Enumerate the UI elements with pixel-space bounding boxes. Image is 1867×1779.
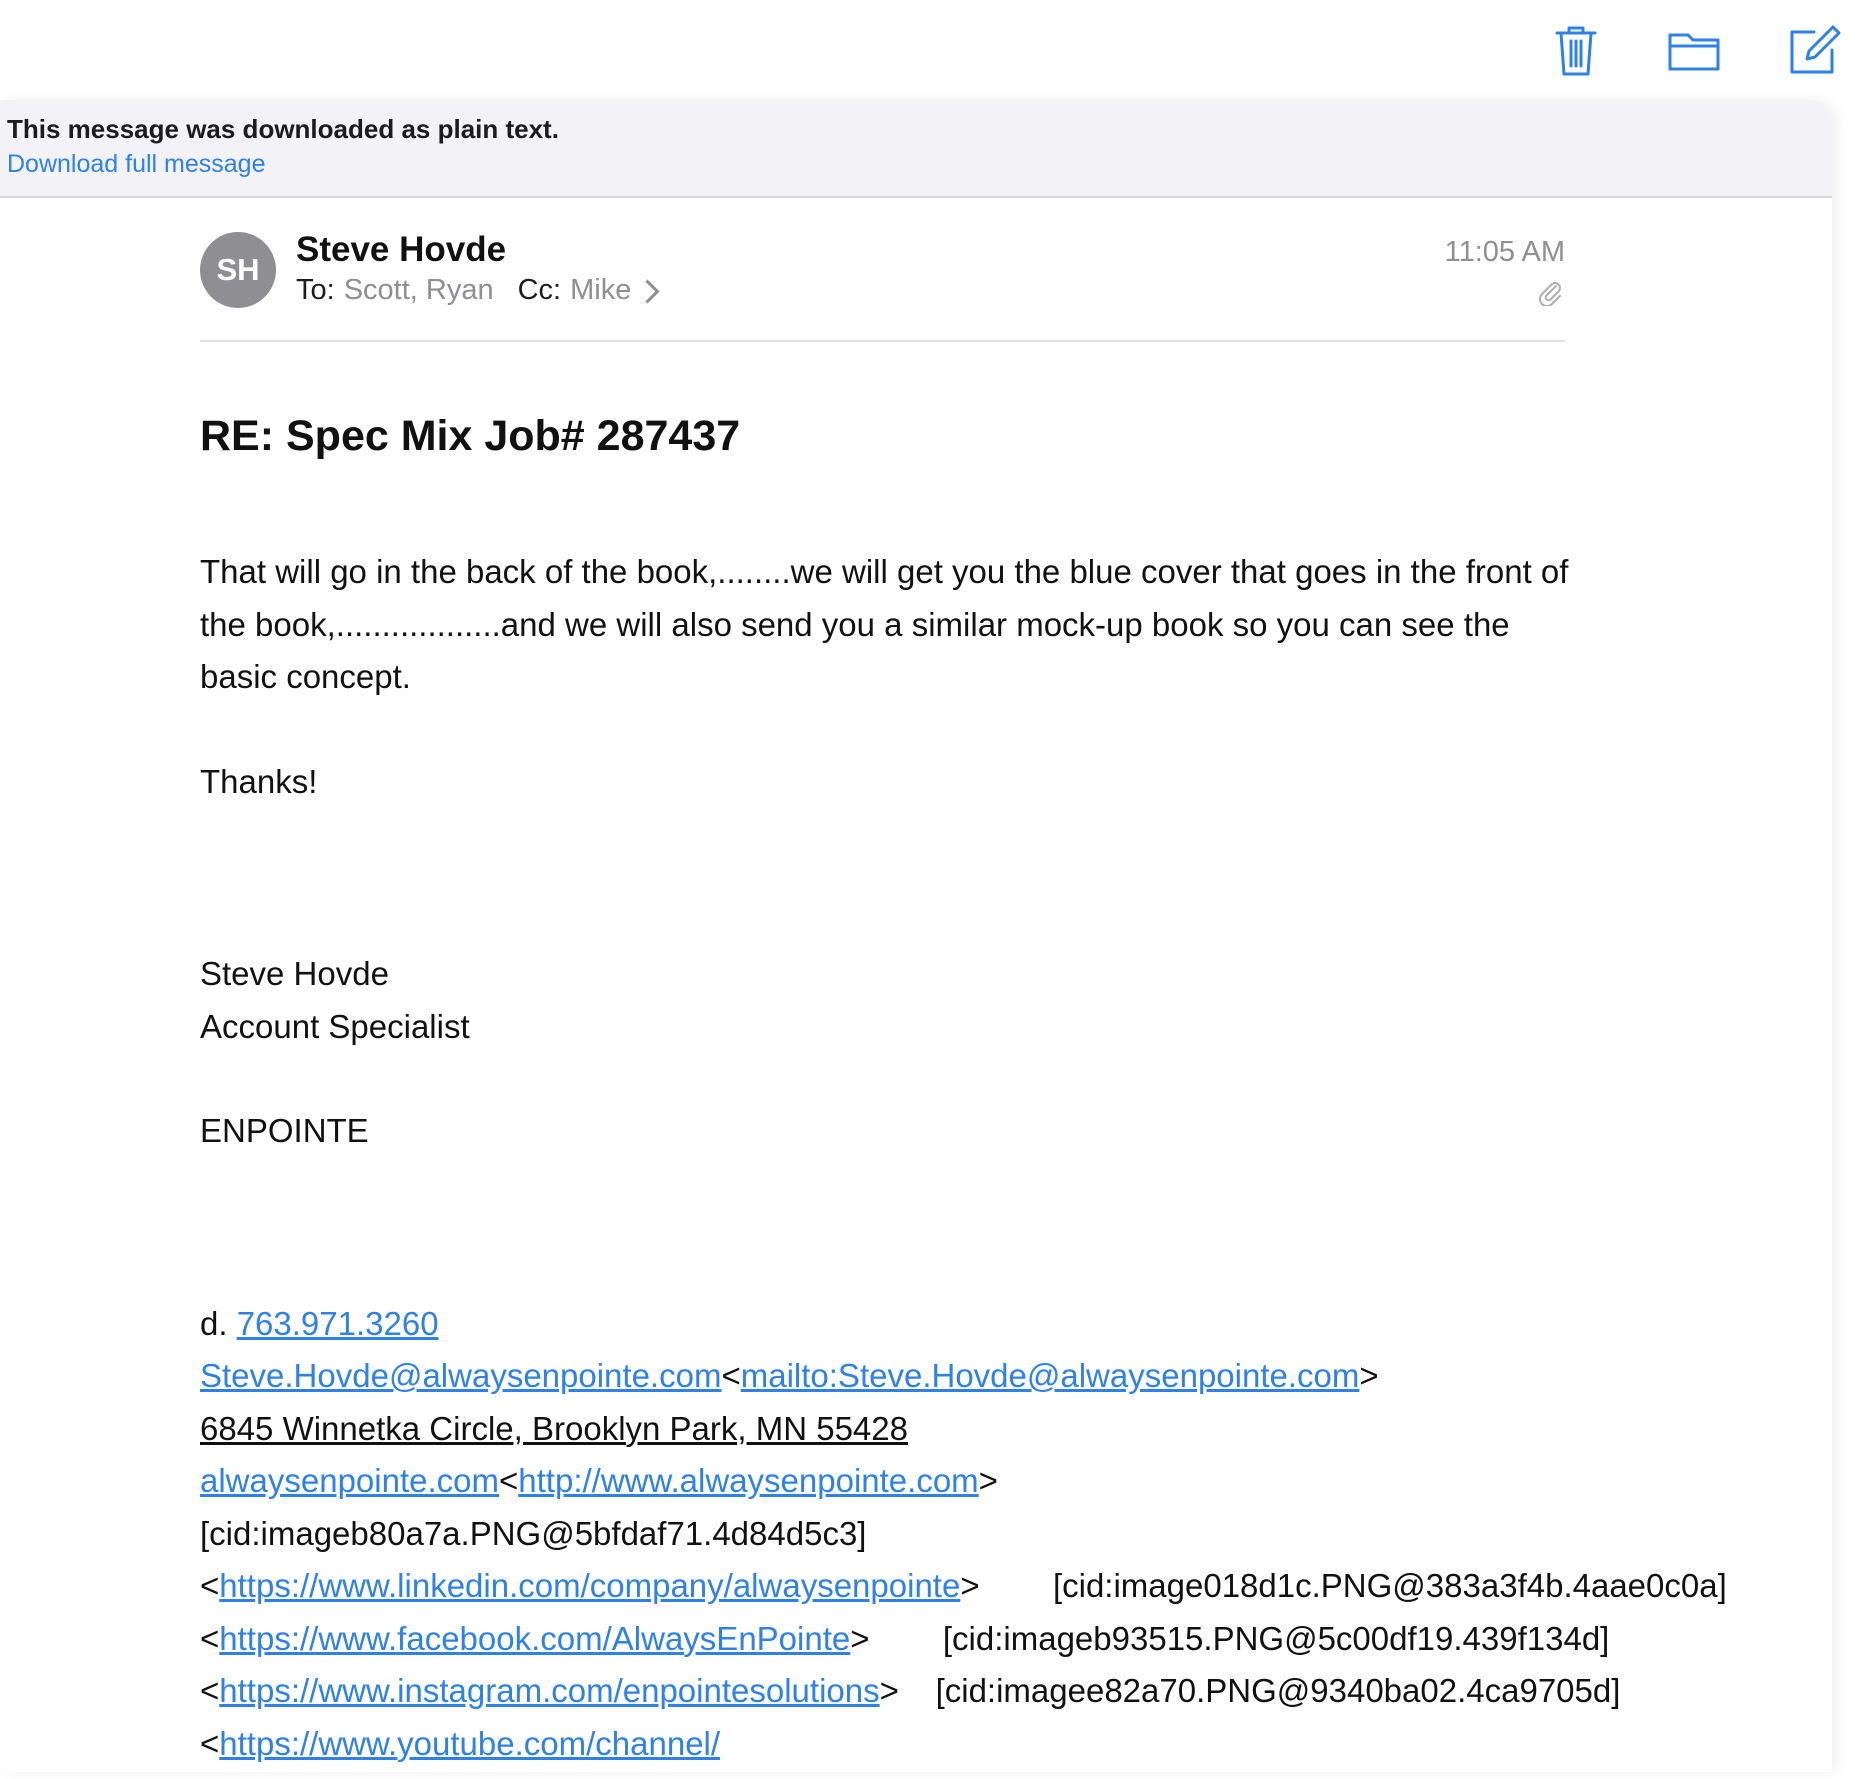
- signature-name: Steve Hovde: [200, 955, 389, 992]
- trash-icon[interactable]: [1544, 18, 1608, 82]
- phone-prefix: d.: [200, 1304, 237, 1342]
- phone-line: [200, 1298, 1580, 1351]
- cid-youtube: [cid:imagee82a70.PNG@9340ba02.4ca9705d]: [935, 1672, 1621, 1709]
- linkedin-link[interactable]: https://www.linkedin.com/company/alwaysenpointe: [219, 1567, 961, 1604]
- address-line: [200, 1403, 1580, 1456]
- youtube-link[interactable]: https://www.youtube.com/channel/: [219, 1724, 721, 1762]
- cc-label: Cc:: [517, 274, 562, 306]
- download-full-message-link[interactable]: Download full message: [7, 150, 266, 178]
- message-time: 11:05 AM: [1444, 236, 1565, 268]
- email-line: Steve.Hovde@alwaysenpointe.com<mailto:Steve.Hovde@alwaysenpointe.com>: [200, 1357, 1379, 1394]
- instagram-link[interactable]: https://www.instagram.com/enpointesolutions: [219, 1672, 880, 1709]
- chevron-right-icon: [636, 279, 660, 303]
- signature-company: ENPOINTE: [200, 1112, 369, 1149]
- address-link[interactable]: 6845 Winnetka Circle, Brooklyn Park, MN 55428: [200, 1409, 908, 1447]
- compose-icon[interactable]: [1780, 18, 1844, 82]
- social-links: [cid:imageb80a7a.PNG@5bfdaf71.4d84d5c3]<https://www.linkedin.com/company/alwaysenpointe> [cid:image018d1c.PNG@383a3f4b.4aae0c0a] <https://www.facebook.com/AlwaysEnPointe> [cid:imageb93515.PNG@5c00df19.439f134d] <https://www.instagram.com/enpointesolutions> [cid:imagee82a70.PNG@9340ba02.4ca9705d] <https://www.youtube.com/channel/: [200, 1514, 1727, 1762]
- cid-instagram: [cid:imageb93515.PNG@5c00df19.439f134d]: [942, 1619, 1610, 1657]
- cid-facebook: [cid:image018d1c.PNG@383a3f4b.4aae0c0a]: [1052, 1567, 1727, 1604]
- email-body: [200, 546, 1727, 1770]
- toolbar: [0, 0, 1867, 100]
- email-link[interactable]: Steve.Hovde@alwaysenpointe.com: [200, 1357, 722, 1394]
- signature-title: Account Specialist: [200, 1007, 470, 1045]
- cid-linkedin: [cid:imageb80a7a.PNG@5bfdaf71.4d84d5c3]: [200, 1514, 867, 1552]
- website-url-link[interactable]: http://www.alwaysenpointe.com: [518, 1462, 979, 1499]
- mailto-link[interactable]: mailto:Steve.Hovde@alwaysenpointe.com: [740, 1357, 1360, 1394]
- header-divider: [200, 340, 1565, 342]
- body-paragraph: That will go in the back of the book,........we will get you the blue cover that goes in the front of the book,..................and we will also send you a similar mock-up book so you can see the basic concept.: [200, 553, 1569, 695]
- website-line: alwaysenpointe.com<http://www.alwaysenpointe.com>: [200, 1462, 998, 1499]
- cc-value: Mike: [570, 274, 632, 306]
- to-label: To:: [296, 274, 335, 306]
- message-card: [0, 100, 1832, 1772]
- plain-text-banner: [0, 100, 1832, 198]
- thanks-line: Thanks!: [200, 762, 318, 800]
- sender-name: Steve Hovde: [296, 230, 507, 269]
- recipients-row[interactable]: [296, 274, 656, 307]
- avatar: SH: [200, 232, 276, 308]
- facebook-link[interactable]: https://www.facebook.com/AlwaysEnPointe: [219, 1619, 851, 1657]
- website-link[interactable]: alwaysenpointe.com: [200, 1462, 499, 1499]
- banner-message: This message was downloaded as plain text.: [7, 114, 559, 144]
- paperclip-icon: [1536, 278, 1564, 306]
- phone-link[interactable]: 763.971.3260: [236, 1304, 439, 1342]
- to-value: Scott, Ryan: [343, 274, 494, 306]
- folder-icon[interactable]: [1662, 18, 1726, 82]
- email-subject: RE: Spec Mix Job# 287437: [200, 412, 741, 460]
